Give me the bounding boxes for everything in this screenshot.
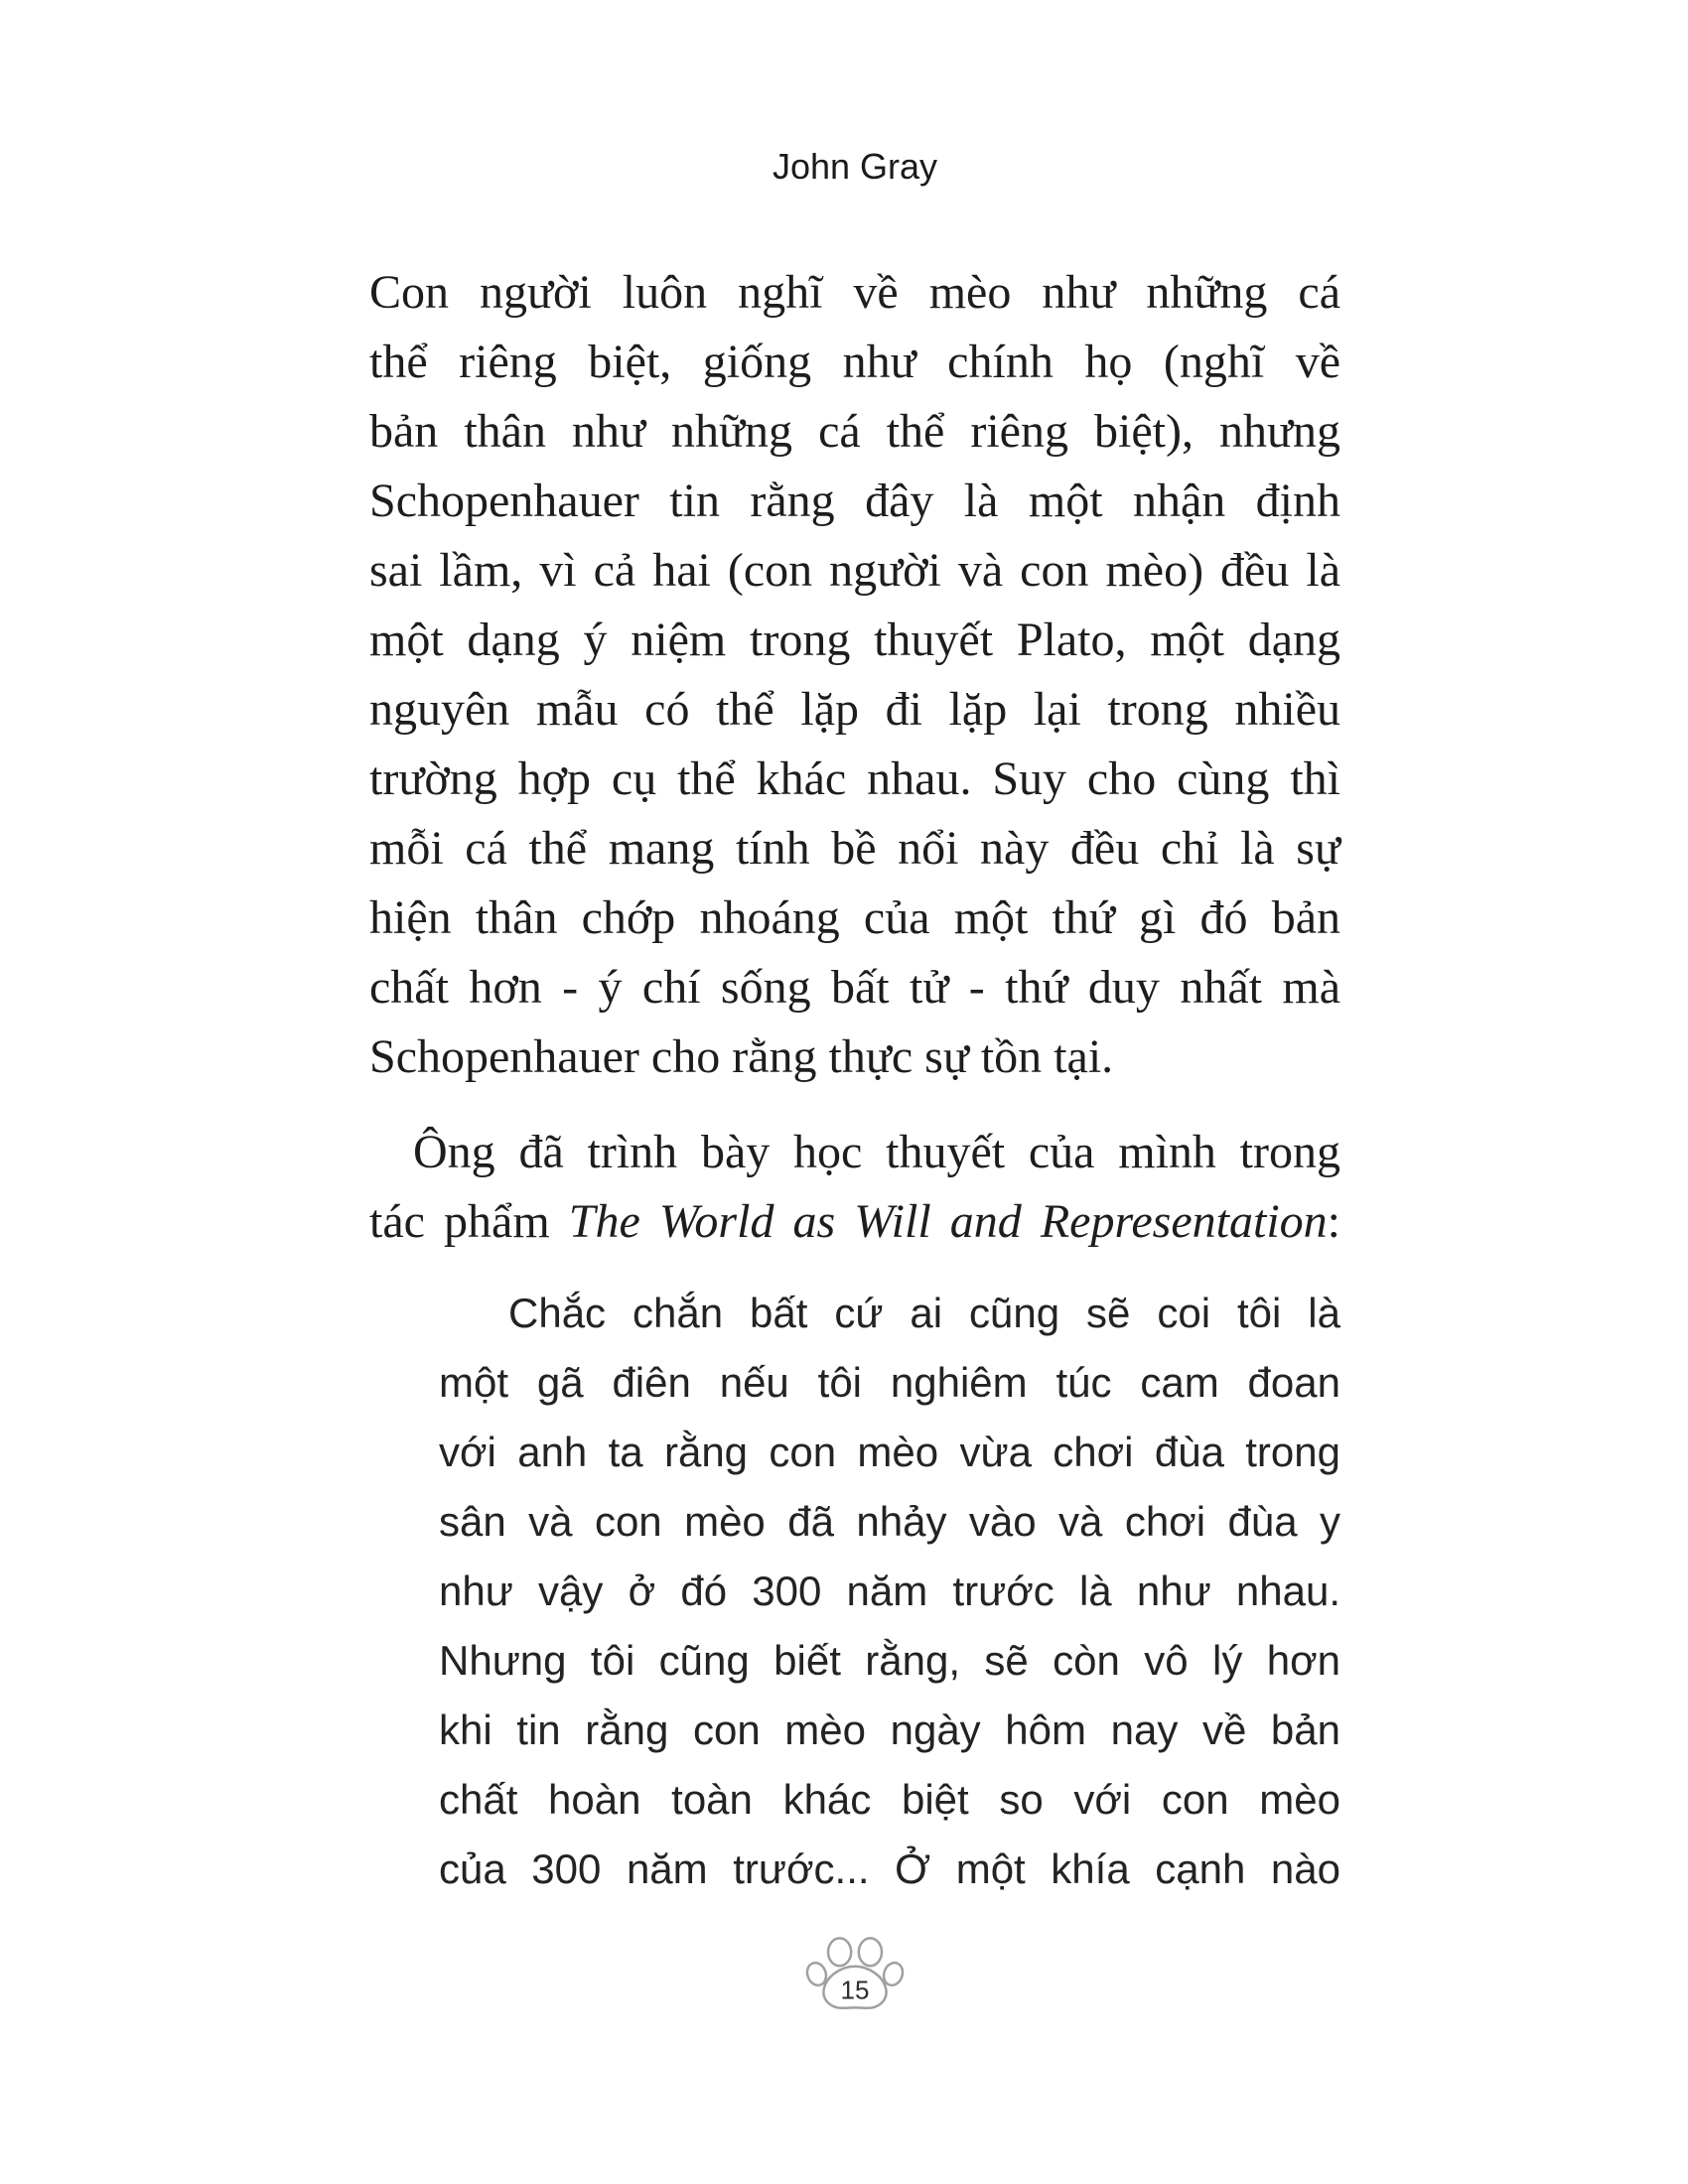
text-line: nguyên mẫu có thể lặp đi lặp lại trong nhiều bbox=[369, 683, 1340, 736]
text-line bbox=[369, 1187, 1340, 1257]
text-line: sai lầm, vì cả hai (con người và con mèo) đều là bbox=[369, 544, 1340, 597]
text-line: Nhưng tôi cũng biết rằng, sẽ còn vô lý hơn bbox=[439, 1637, 1340, 1684]
text-line: chất hơn - ý chí sống bất tử - thứ duy nhất mà bbox=[369, 961, 1340, 1014]
text-line: Schopenhauer tin rằng đây là một nhận định bbox=[369, 475, 1340, 527]
text-line: như vậy ở đó 300 năm trước là như nhau. bbox=[439, 1568, 1340, 1614]
text-line: Chắc chắn bất cứ ai cũng sẽ coi tôi là bbox=[508, 1290, 1340, 1336]
block-quote bbox=[439, 1279, 1340, 1904]
text-line: một dạng ý niệm trong thuyết Plato, một dạng bbox=[369, 614, 1340, 666]
text-line: Schopenhauer cho rằng thực sự tồn tại. bbox=[369, 1030, 1114, 1083]
text-line: sân và con mèo đã nhảy vào và chơi đùa y bbox=[439, 1498, 1340, 1545]
page-text-column bbox=[369, 258, 1340, 1904]
text-line: trường hợp cụ thể khác nhau. Suy cho cùng thì bbox=[369, 752, 1340, 805]
text-line bbox=[369, 1118, 1340, 1187]
text-line: với anh ta rằng con mèo vừa chơi đùa trong bbox=[439, 1429, 1340, 1475]
page-number: 15 bbox=[840, 1975, 870, 2005]
paragraph-text: tác phẩm bbox=[369, 1195, 569, 1248]
text-line: của 300 năm trước... Ở một khía cạnh nào bbox=[439, 1845, 1340, 1892]
book-title-italic: The World as Will and Representation bbox=[568, 1195, 1328, 1248]
paragraph bbox=[369, 258, 1340, 1092]
text-line: hiện thân chớp nhoáng của một thứ gì đó bản bbox=[369, 891, 1340, 944]
paragraph bbox=[369, 1118, 1340, 1257]
text-line: Con người luôn nghĩ về mèo như những cá bbox=[369, 266, 1340, 319]
text-line: bản thân như những cá thể riêng biệt), nhưng bbox=[369, 405, 1340, 458]
text-line: mỗi cá thể mang tính bề nổi này đều chỉ là sự bbox=[369, 822, 1340, 875]
text-line: khi tin rằng con mèo ngày hôm nay về bản bbox=[439, 1706, 1340, 1753]
text-line: chất hoàn toàn khác biệt so với con mèo bbox=[439, 1776, 1340, 1823]
paragraph-text: Ông đã trình bày học thuyết của mình trong bbox=[413, 1126, 1340, 1178]
paw-print-icon bbox=[802, 1932, 908, 2016]
paragraph-text: : bbox=[1327, 1195, 1340, 1248]
running-header-author: John Gray bbox=[772, 146, 938, 187]
page-footer bbox=[369, 1932, 1340, 2016]
text-line: thể riêng biệt, giống như chính họ (nghĩ về bbox=[369, 336, 1340, 388]
text-line: một gã điên nếu tôi nghiêm túc cam đoan bbox=[439, 1359, 1340, 1406]
